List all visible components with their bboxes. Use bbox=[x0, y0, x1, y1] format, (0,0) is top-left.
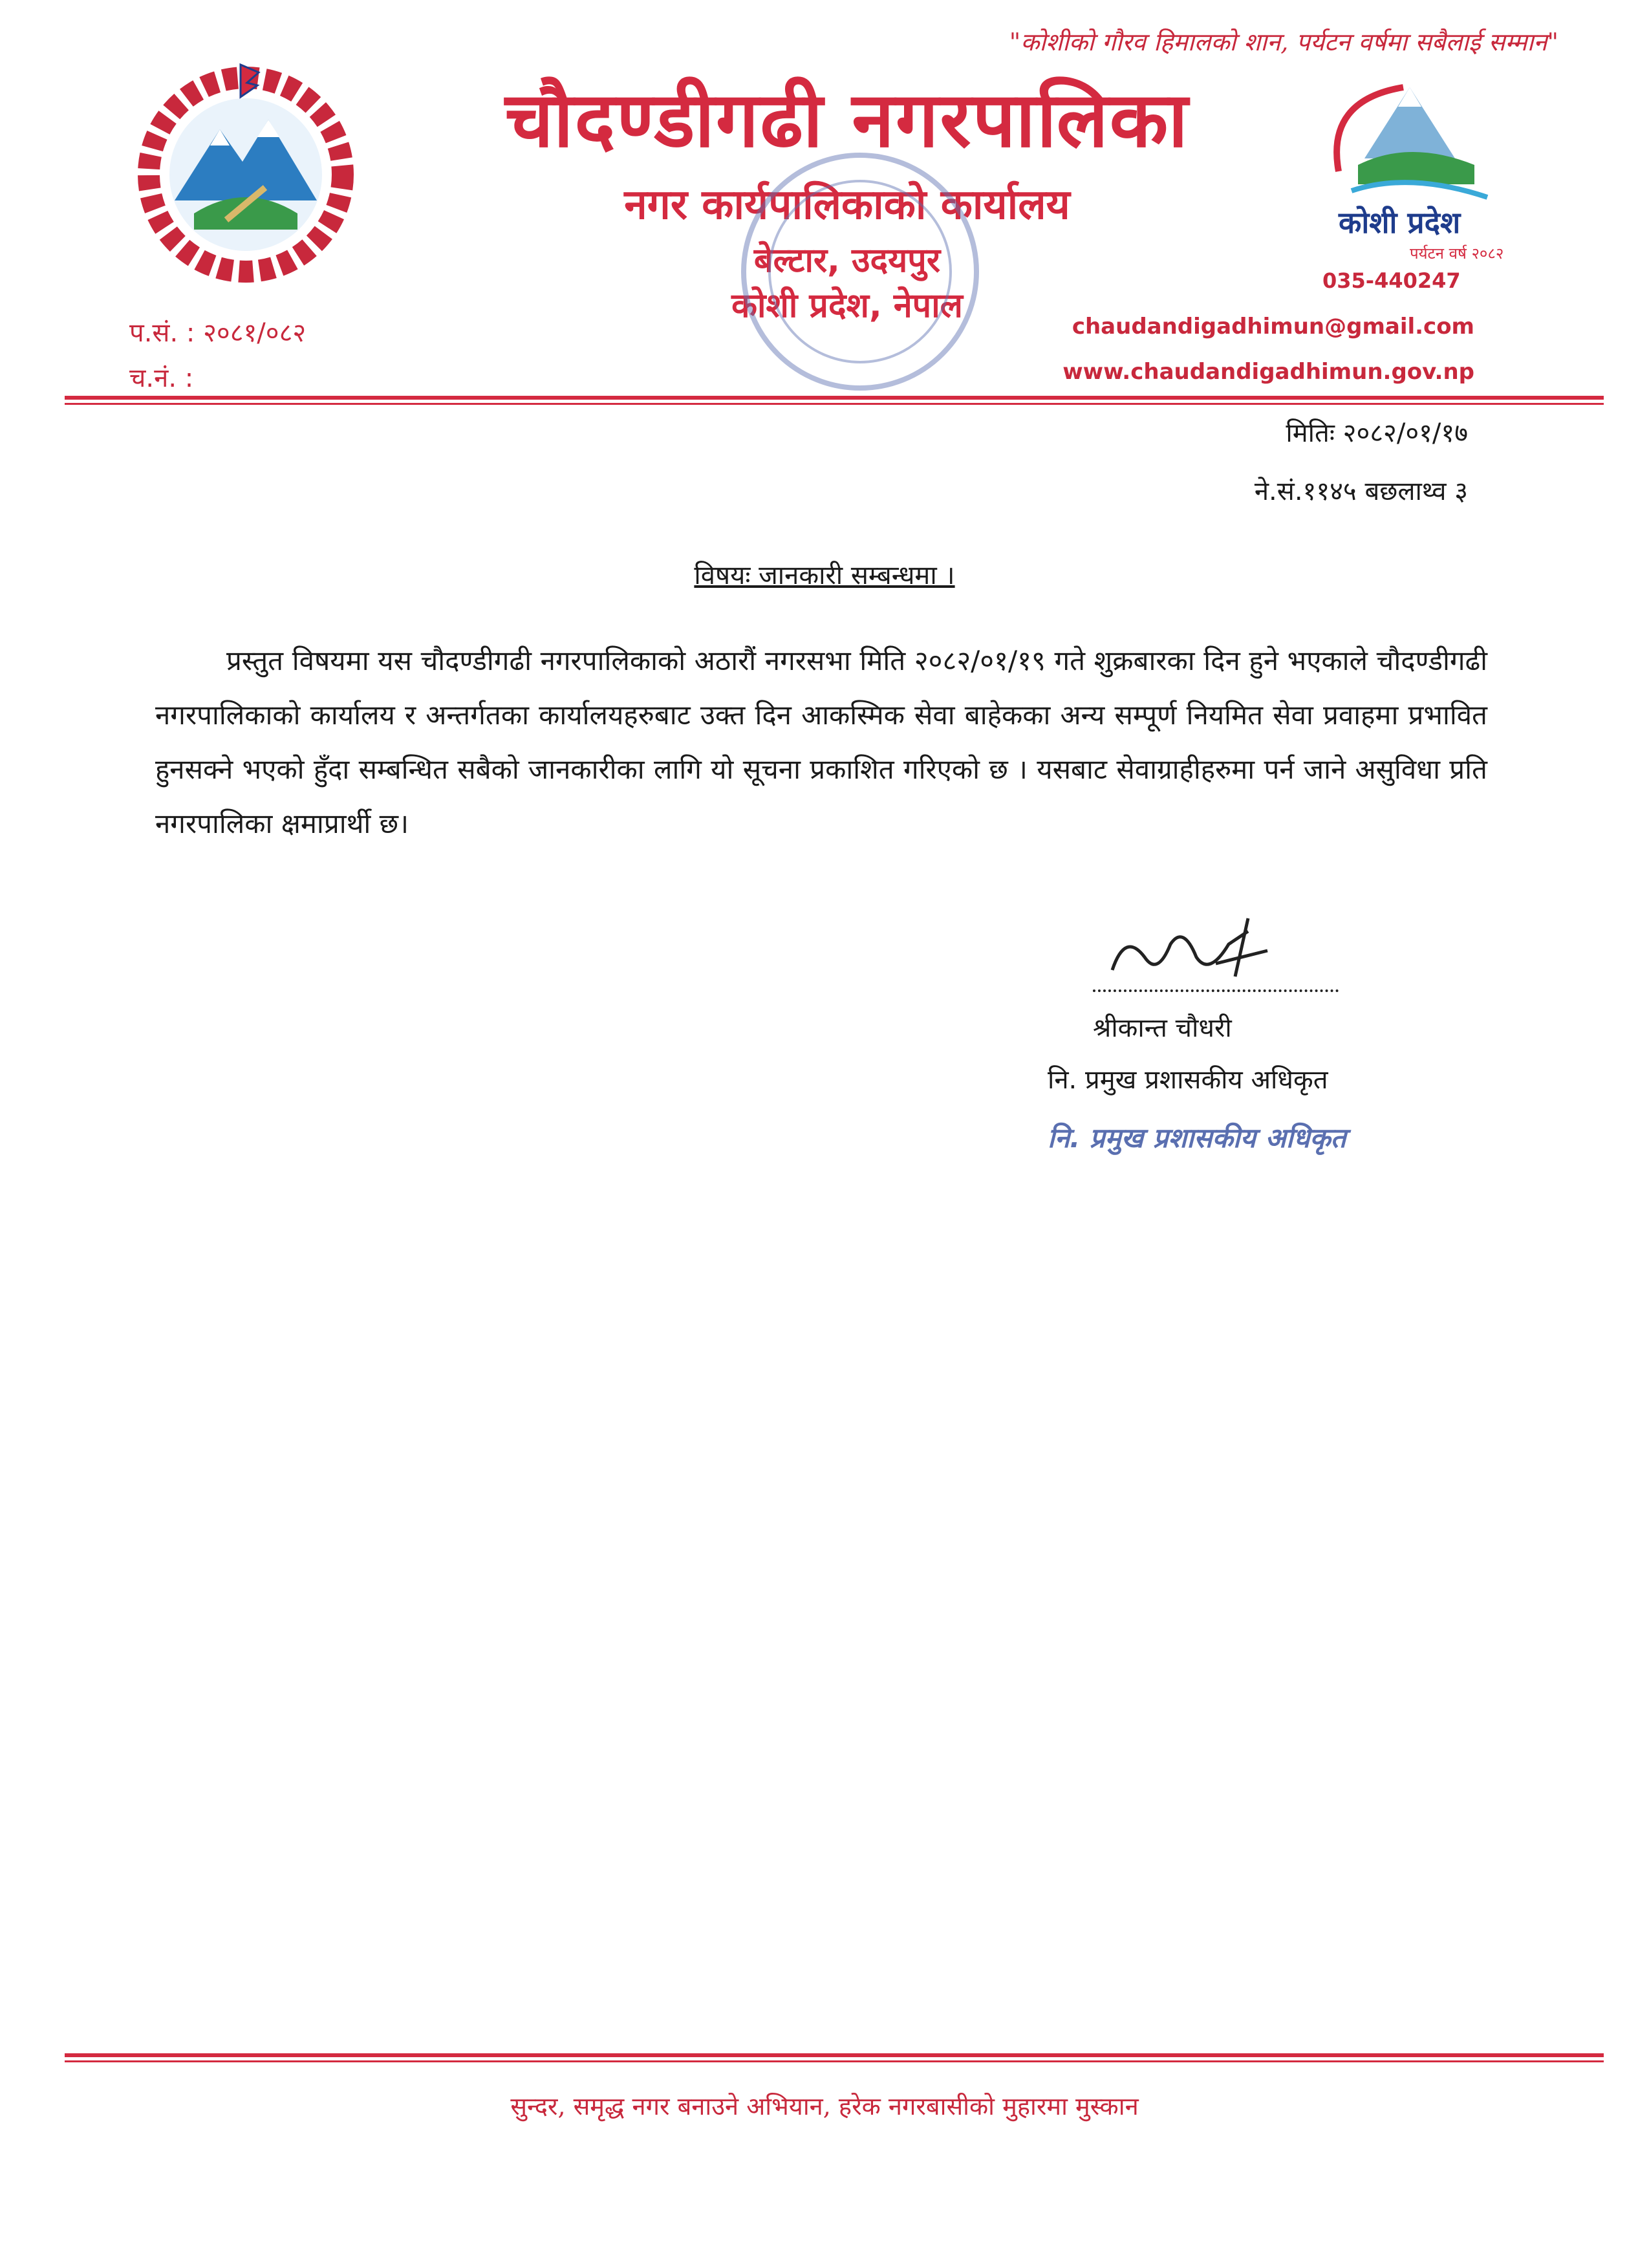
office-subtitle: नगर कार्यपालिकाको कार्यालय bbox=[624, 181, 1070, 229]
footer-divider bbox=[65, 2053, 1604, 2062]
footer-motto: सुन्दर, समृद्ध नगर बनाउने अभियान, हरेक नगरबासीको मुहारमा मुस्कान bbox=[510, 2092, 1139, 2121]
letter-body: प्रस्तुत विषयमा यस चौदण्डीगढी नगरपालिकाको अठारौं नगरसभा मिति २०८२/०१/१९ गते शुक्रबारका दिन हुने भएकाले चौदण्डीगढी नगरपालिकाको कार्यालय र अन्तर्गतका कार्यालयहरुबाट उक्त दिन आकस्मिक सेवा बाहेकका अन्य सम्पूर्ण नियमित सेवा प्रवाहमा प्रभावित हुनसक्ने भएको हुँदा सम्बन्धित सबैको जानकारीका लागि यो सूचना प्रकाशित गरिएको छ । यसबाट सेवाग्राहीहरुमा पर्न जाने असुविधा प्रति नगरपालिका क्षमाप्रार्थी छ। bbox=[155, 645, 1487, 839]
website-url[interactable]: www.chaudandigadhimun.gov.np bbox=[1062, 359, 1474, 385]
dispatch-number: च.नं. : bbox=[129, 363, 194, 393]
header-divider bbox=[65, 396, 1604, 405]
handwritten-signature bbox=[1099, 905, 1306, 996]
date-bs: मितिः २०८२/०१/१७ bbox=[1286, 418, 1468, 448]
email-address[interactable]: chaudandigadhimun@gmail.com bbox=[1072, 314, 1474, 340]
office-round-stamp bbox=[724, 136, 996, 407]
date-nepal-sambat: ने.सं.११४५ बछलाथ्व ३ bbox=[1254, 477, 1468, 506]
phone-number: 035-440247 bbox=[1322, 268, 1461, 293]
koshi-logo-label: कोशी प्रदेश bbox=[1339, 205, 1461, 240]
address-line-1: बेल्टार, उदयपुर bbox=[753, 241, 941, 280]
koshi-logo-sub: पर्यटन वर्ष २०८२ bbox=[1410, 244, 1504, 263]
signatory-title: नि. प्रमुख प्रशासकीय अधिकृत bbox=[1048, 1065, 1328, 1095]
reference-number: प.सं. : २०८१/०८२ bbox=[129, 318, 307, 348]
letter-subject: विषयः जानकारी सम्बन्धमा । bbox=[694, 561, 955, 590]
municipality-title: चौदण्डीगढी नगरपालिका bbox=[505, 75, 1189, 164]
designation-stamp: नि. प्रमुख प्रशासकीय अधिकृत bbox=[1048, 1122, 1346, 1154]
koshi-pradesh-tourism-logo bbox=[1313, 61, 1507, 275]
signatory-name: श्रीकान्त चौधरी bbox=[1093, 1013, 1232, 1043]
address-line-2: कोशी प्रदेश, नेपाल bbox=[731, 286, 963, 325]
letterhead-slogan: "कोशीको गौरव हिमालको शान, पर्यटन वर्षमा सबैलाई सम्मान" bbox=[1009, 28, 1558, 56]
nepal-emblem-icon bbox=[129, 52, 362, 285]
signature-line bbox=[1093, 989, 1339, 992]
